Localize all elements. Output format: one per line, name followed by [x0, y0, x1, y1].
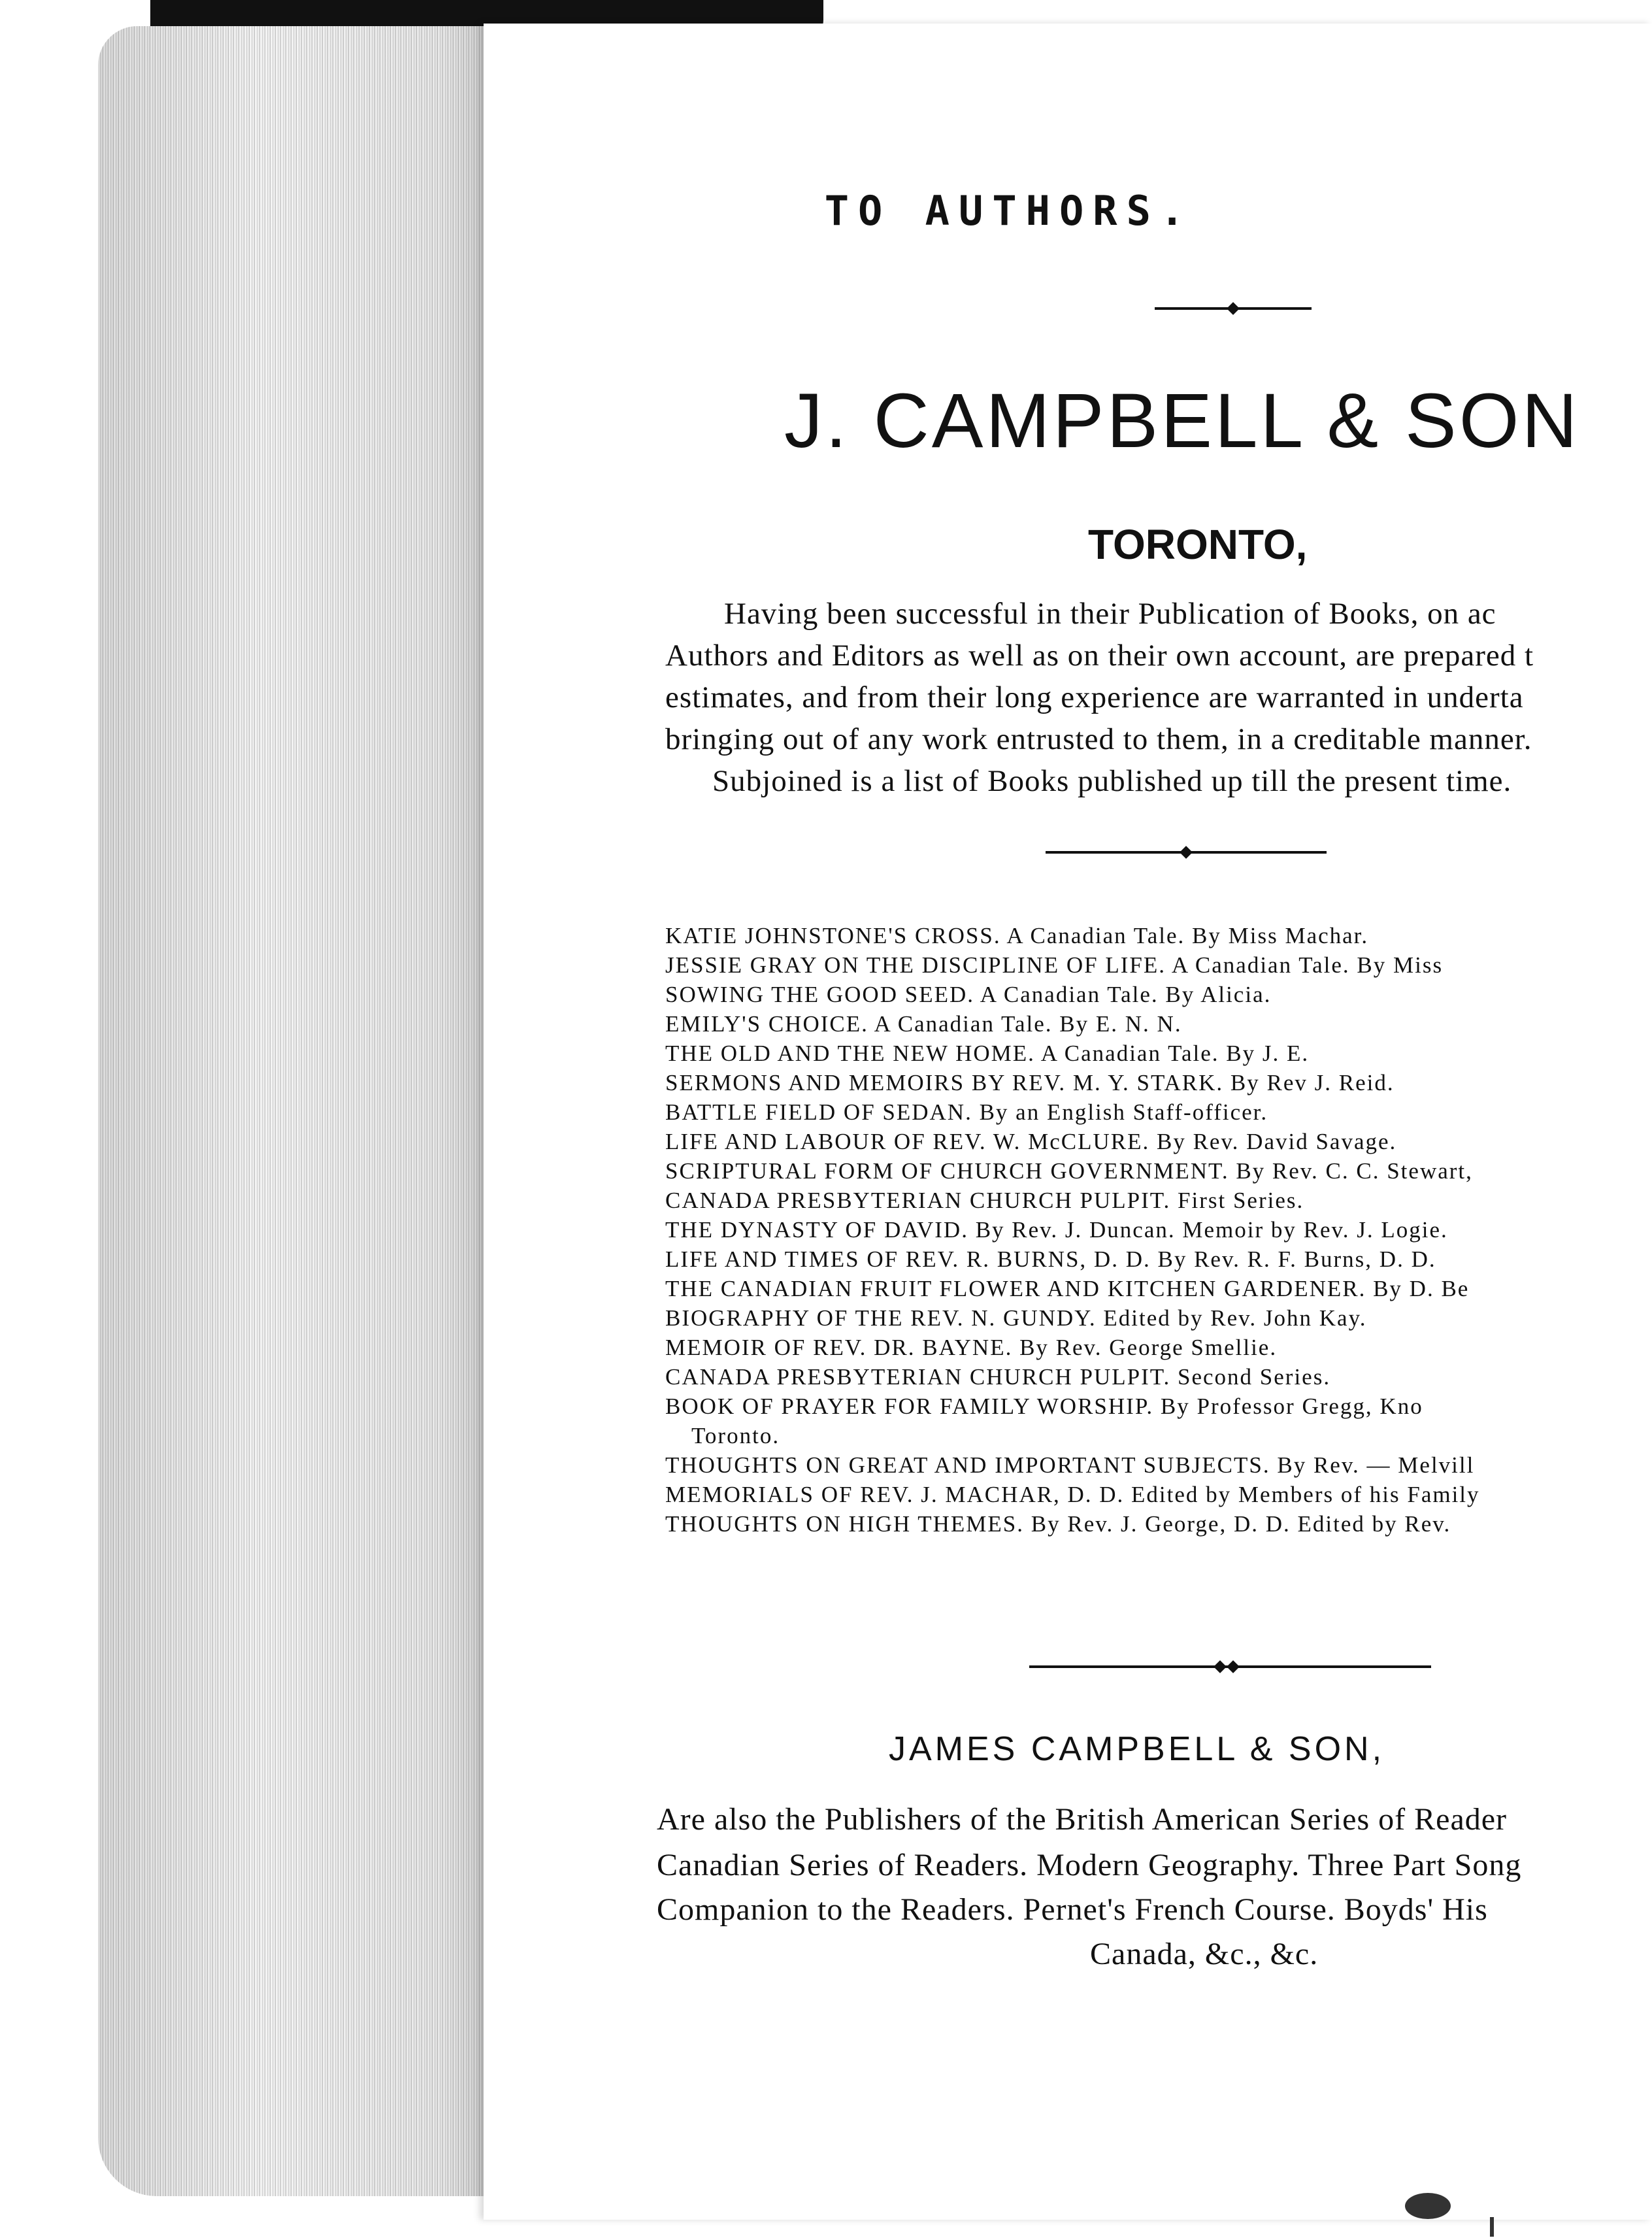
list-item: LIFE AND TIMES OF REV. R. BURNS, D. D. By Rev. R. F. Burns, D. D. [665, 1246, 1436, 1272]
firm-city: TORONTO, [1088, 521, 1308, 568]
list-item: KATIE JOHNSTONE'S CROSS. A Canadian Tale. By Miss Machar. [665, 923, 1369, 948]
list-item: EMILY'S CHOICE. A Canadian Tale. By E. N. N. [665, 1011, 1182, 1037]
intro-line: Having been successful in their Publication of Books, on ac [724, 597, 1496, 631]
list-item: CANADA PRESBYTERIAN CHURCH PULPIT. Second Series. [665, 1364, 1331, 1390]
intro-line: estimates, and from their long experience are warranted in underta [665, 680, 1524, 714]
page-edges-shade [98, 26, 503, 2196]
publisher-line: Companion to the Readers. Pernet's French Course. Boyds' His [657, 1892, 1488, 1927]
list-item: SOWING THE GOOD SEED. A Canadian Tale. By Alicia. [665, 982, 1272, 1007]
intro-line: Subjoined is a list of Books published up till the present time. [712, 764, 1512, 798]
publisher-line: Canada, &c., &c. [1090, 1937, 1319, 1971]
list-item: MEMORIALS OF REV. J. MACHAR, D. D. Edited by Members of his Family [665, 1482, 1480, 1507]
list-item: THOUGHTS ON HIGH THEMES. By Rev. J. George, D. D. Edited by Rev. [665, 1511, 1451, 1537]
list-item: THE OLD AND THE NEW HOME. A Canadian Tale. By J. E. [665, 1041, 1310, 1066]
list-item: THE DYNASTY OF DAVID. By Rev. J. Duncan. Memoir by Rev. J. Logie. [665, 1217, 1448, 1243]
publisher-line: Canadian Series of Readers. Modern Geography. Three Part Song [657, 1848, 1522, 1882]
list-item: Toronto. [691, 1423, 780, 1448]
list-item: MEMOIR OF REV. DR. BAYNE. By Rev. George Smellie. [665, 1335, 1278, 1360]
firm-name: J. CAMPBELL & SON [784, 378, 1580, 464]
list-item: LIFE AND LABOUR OF REV. W. McCLURE. By Rev. David Savage. [665, 1129, 1397, 1154]
publisher-name: JAMES CAMPBELL & SON, [889, 1730, 1385, 1768]
list-item: JESSIE GRAY ON THE DISCIPLINE OF LIFE. A Canadian Tale. By Miss [665, 952, 1444, 978]
list-item: BATTLE FIELD OF SEDAN. By an English Staff-officer. [665, 1099, 1268, 1125]
scan-blemish [1490, 2217, 1494, 2237]
page-heading: TO AUTHORS. [824, 187, 1194, 235]
list-item: THOUGHTS ON GREAT AND IMPORTANT SUBJECTS. By Rev. — Melvill [665, 1452, 1475, 1478]
intro-line: bringing out of any work entrusted to them, in a creditable manner. [665, 722, 1532, 756]
scan-blemish [1405, 2193, 1451, 2219]
list-item: THE CANADIAN FRUIT FLOWER AND KITCHEN GARDENER. By D. Be [665, 1276, 1470, 1301]
list-item: CANADA PRESBYTERIAN CHURCH PULPIT. First Series. [665, 1188, 1304, 1213]
book-page [484, 24, 1652, 2220]
list-item: BIOGRAPHY OF THE REV. N. GUNDY. Edited by Rev. John Kay. [665, 1305, 1367, 1331]
list-item: SCRIPTURAL FORM OF CHURCH GOVERNMENT. By Rev. C. C. Stewart, [665, 1158, 1473, 1184]
list-item: BOOK OF PRAYER FOR FAMILY WORSHIP. By Professor Gregg, Kno [665, 1394, 1423, 1419]
publisher-line: Are also the Publishers of the British American Series of Reader [657, 1802, 1508, 1837]
intro-line: Authors and Editors as well as on their own account, are prepared t [665, 639, 1534, 673]
list-item: SERMONS AND MEMOIRS BY REV. M. Y. STARK. By Rev J. Reid. [665, 1070, 1395, 1095]
